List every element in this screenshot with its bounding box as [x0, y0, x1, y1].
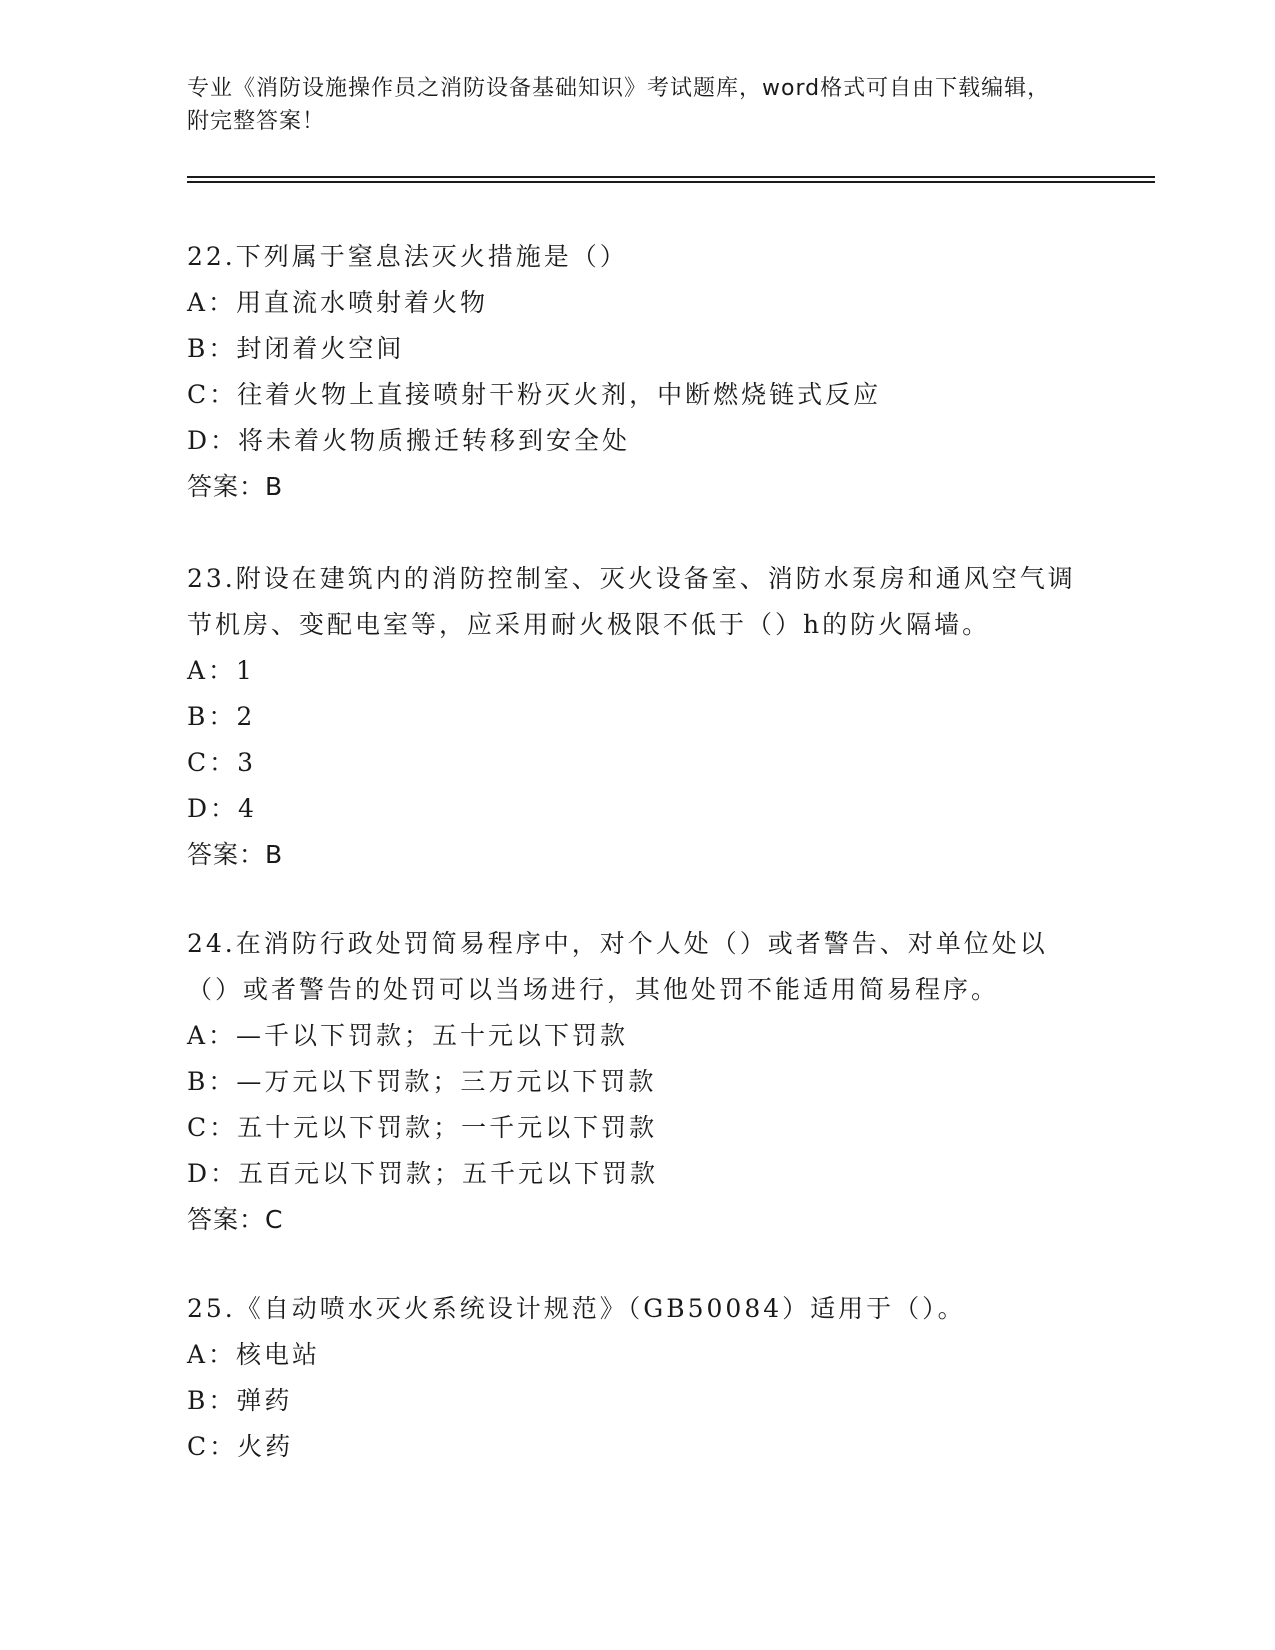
header-divider-bottom — [187, 181, 1155, 183]
option-a: A：1 — [187, 656, 255, 685]
option-c: C：火药 — [187, 1432, 294, 1461]
answer: 答案：B — [187, 840, 284, 869]
option-b: B：2 — [187, 702, 256, 731]
question-25 — [187, 1286, 1087, 1470]
option-b: B：封闭着火空间 — [187, 334, 405, 363]
option-a: A：—千以下罚款；五十元以下罚款 — [187, 1021, 629, 1050]
question-22 — [187, 234, 1087, 510]
answer: 答案：B — [187, 472, 284, 501]
question-stem: 24.在消防行政处罚简易程序中，对个人处（）或者警告、对单位处以（）或者警告的处罚可以当场进行，其他处罚不能适用简易程序。 — [187, 929, 1048, 1004]
option-b: B：弹药 — [187, 1386, 293, 1415]
question-stem: 22.下列属于窒息法灭火措施是（） — [187, 242, 628, 271]
question-23 — [187, 556, 1087, 878]
question-stem: 23.附设在建筑内的消防控制室、灭火设备室、消防水泵房和通风空气调节机房、变配电室等，应采用耐火极限不低于（）h的防火隔墙。 — [187, 564, 1076, 639]
option-c: C：3 — [187, 748, 257, 777]
option-d: D：将未着火物质搬迁转移到安全处 — [187, 426, 631, 455]
question-stem: 25.《自动喷水灭火系统设计规范》（GB50084）适用于（）。 — [187, 1294, 966, 1323]
option-d: D：五百元以下罚款；五千元以下罚款 — [187, 1159, 659, 1188]
question-24 — [187, 921, 1087, 1243]
header-divider-top — [187, 176, 1155, 178]
option-d: D：4 — [187, 794, 257, 823]
option-c: C：五十元以下罚款；一千元以下罚款 — [187, 1113, 658, 1142]
answer: 答案：C — [187, 1205, 284, 1234]
option-a: A：核电站 — [187, 1340, 321, 1369]
option-a: A：用直流水喷射着火物 — [187, 288, 489, 317]
option-b: B：—万元以下罚款；三万元以下罚款 — [187, 1067, 657, 1096]
document-header: 专业《消防设施操作员之消防设备基础知识》考试题库，word格式可自由下载编辑，附完整答案！ — [187, 76, 1051, 134]
option-c: C：往着火物上直接喷射干粉灭火剂，中断燃烧链式反应 — [187, 380, 882, 409]
